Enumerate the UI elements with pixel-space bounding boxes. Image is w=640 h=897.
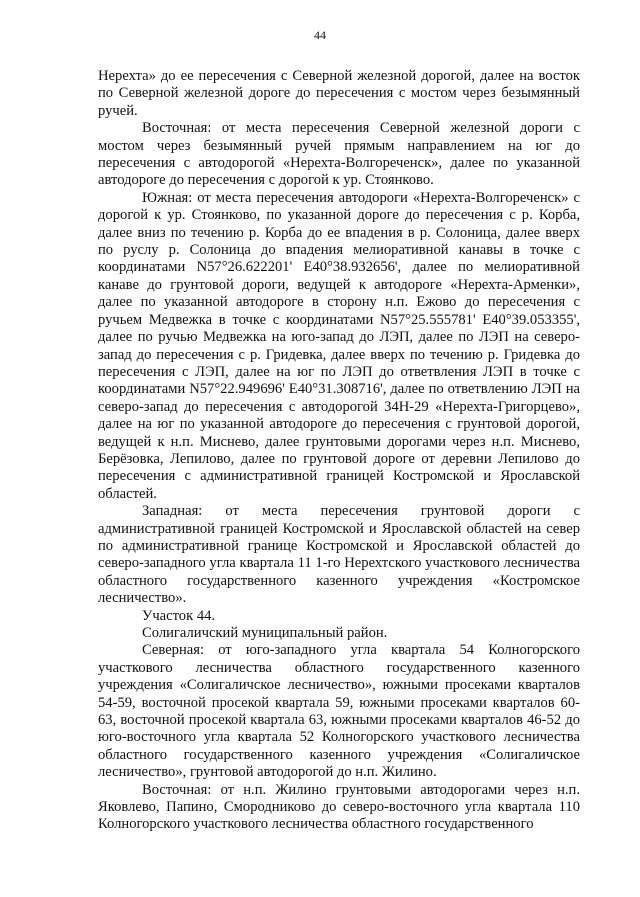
paragraph: Восточная: от н.п. Жилино грунтовыми автодорогами через н.п. Яковлево, Папино, Смородниково до северо-восточного угла квартала 110 Колногорского участкового лесничества областного государственного [98, 781, 580, 833]
page-number: 44 [314, 28, 326, 42]
paragraph: Северная: от юго-западного угла квартала 54 Колногорского участкового лесничества областного государственного казенного учреждения «Солигаличское лесничество», южными просеками кварталов 54-59, восточной просекой квартала 59, южными просеками кварталов 60-63, восточной просекой квартала 63, южными просеками кварталов 46-52 до юго-восточного угла квартала 52 Колногорского участкового лесничества областного государственного казенного учреждения «Солигаличское лесничество», грунтовой автодорогой до н.п. Жилино. [98, 642, 580, 781]
paragraph: Нерехта» до ее пересечения с Северной железной дорогой, далее на восток по Северной железной дороге до пересечения с мостом через безымянный ручей. [98, 68, 580, 119]
paragraph: Солигаличский муниципальный район. [142, 625, 388, 641]
paragraph: Западная: от места пересечения грунтовой дороги с административной границей Костромской и Ярославской областей на север по административной границе Костромской и Ярославской областей до северо-западного угла квартала 11 1-го Нерехтского участкового лесничества областного государственного казенного учреждения «Костромское лесничество». [98, 503, 580, 607]
body-text [98, 68, 580, 834]
paragraph: Южная: от места пересечения автодороги «Нерехта-Волгореченск» с дорогой к ур. Стоянково, по указанной дороге до пересечения с р. Корба, далее вниз по течению р. Корба до ее впадения в р. Солоница, далее вверх по руслу р. Солоница до впадения мелиоративной канавы в точке с координатами N57°26.622201' E40°38.932656', далее по мелиоративной канаве до грунтовой дороги, ведущей к автодороге «Нерехта-Арменки», далее по указанной автодороге в сторону н.п. Ежово до пересечения с ручьем Медвежка в точке с координатами N57°25.555781' E40°39.053355', далее по ручью Медвежка на юго-запад до ЛЭП, далее по ЛЭП на северо-запад до пересечения с р. Гридевка, далее вверх по течению р. Гридевка до пересечения с ЛЭП, далее на юг по ЛЭП до ответвления ЛЭП в точке с координатами N57°22.949696' E40°31.308716', далее по ответвлению ЛЭП на северо-запад до пересечения с автодорогой 34Н-29 «Нерехта-Григорцево», далее на юг по указанной автодороге до пересечения с грунтовой дорогой, ведущей к н.п. Миснево, далее грунтовыми дорогами через н.п. Миснево, Берёзовка, Лепилово, далее по грунтовой дороге от деревни Лепилово до пересечения с административной границей Костромской и Ярославской областей. [98, 189, 580, 502]
paragraph: Участок 44. [142, 607, 216, 624]
paragraph: Восточная: от места пересечения Северной железной дороги с мостом через безымянный ручей прямым направлением на юг до пересечения с автодорогой «Нерехта-Волгореченск», далее по указанной автодороге до пересечения с дорогой к ур. Стоянково. [98, 120, 580, 189]
